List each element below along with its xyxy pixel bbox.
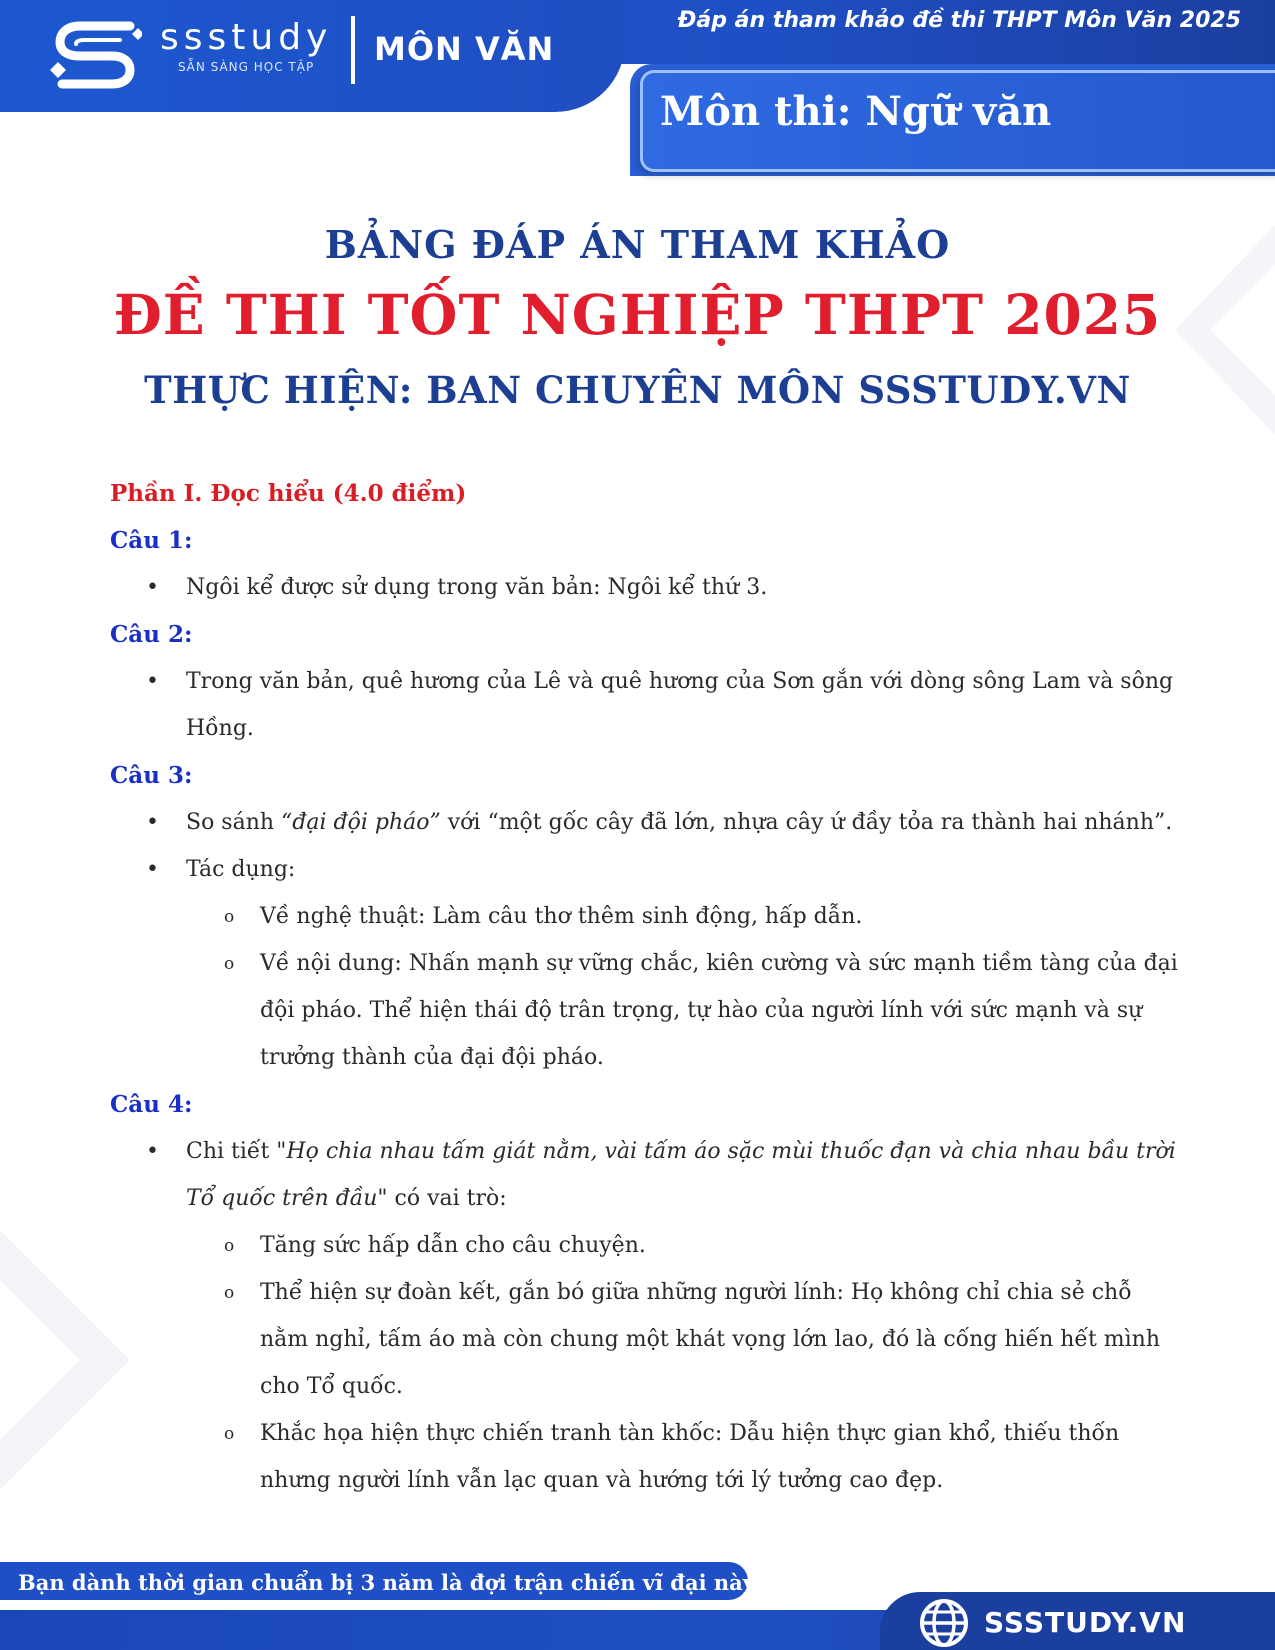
list-item: • Tác dụng: — [110, 846, 1180, 893]
exam-subject-label: Môn thi: Ngữ văn — [660, 88, 1052, 135]
footer-slogan: Bạn dành thời gian chuẩn bị 3 năm là đợi trận chiến vĩ đại này ! — [18, 1570, 772, 1595]
header-divider — [351, 16, 355, 84]
title-line-3: THỰC HIỆN: BAN CHUYÊN MÔN SSSTUDY.VN — [144, 368, 1131, 412]
section-heading: Phần I. Đọc hiểu (4.0 điểm) — [110, 480, 467, 507]
question-4-answers — [110, 1128, 1180, 1504]
subject-label: MÔN VĂN — [374, 30, 555, 68]
globe-icon — [918, 1597, 970, 1649]
answer-content — [110, 470, 1180, 1504]
list-item: • Ngôi kể được sử dụng trong văn bản: Ngôi kể thứ 3. — [110, 564, 1180, 611]
question-2-answers — [110, 658, 1180, 752]
question-3-answers — [110, 799, 1180, 1081]
question-4-label: Câu 4: — [110, 1091, 193, 1118]
question-2-label: Câu 2: — [110, 621, 193, 648]
list-item: o Về nghệ thuật: Làm câu thơ thêm sinh động, hấp dẫn. — [110, 893, 1180, 940]
list-item: o Thể hiện sự đoàn kết, gắn bó giữa những người lính: Họ không chỉ chia sẻ chỗ nằm nghỉ, tấm áo mà còn chung một khát vọng lớn lao, đó là cống hiến hết mình cho Tổ quốc. — [110, 1269, 1180, 1410]
brand-name: ssstudy — [160, 17, 333, 58]
ssstudy-logo-icon — [50, 16, 142, 90]
list-item: • Chi tiết "Họ chia nhau tấm giát nằm, vài tấm áo sặc mùi thuốc đạn và chia nhau bầu trời Tổ quốc trên đầu" có vai trò: — [110, 1128, 1180, 1222]
document-header-title: Đáp án tham khảo đề thi THPT Môn Văn 2025 — [677, 8, 1241, 33]
list-item: • So sánh “đại đội pháo” với “một gốc cây đã lớn, nhựa cây ứ đầy tỏa ra thành hai nhánh”. — [110, 799, 1180, 846]
title-line-2: ĐỀ THI TỐT NGHIỆP THPT 2025 — [113, 282, 1162, 347]
title-line-1: BẢNG ĐÁP ÁN THAM KHẢO — [324, 222, 951, 267]
list-item: o Về nội dung: Nhấn mạnh sự vững chắc, kiên cường và sức mạnh tiềm tàng của đại đội pháo. Thể hiện thái độ trân trọng, tự hào của người lính với sức mạnh và sự trưởng thành của đại đội pháo. — [110, 940, 1180, 1081]
list-item: • Trong văn bản, quê hương của Lê và quê hương của Sơn gắn với dòng sông Lam và sông Hồng. — [110, 658, 1180, 752]
brand-tagline: SẴN SÀNG HỌC TẬP — [178, 60, 315, 74]
list-item: o Tăng sức hấp dẫn cho câu chuyện. — [110, 1222, 1180, 1269]
question-3-label: Câu 3: — [110, 762, 193, 789]
footer-website: SSSTUDY.VN — [984, 1606, 1187, 1639]
list-item: o Khắc họa hiện thực chiến tranh tàn khốc: Dẫu hiện thực gian khổ, thiếu thốn nhưng người lính vẫn lạc quan và hướng tới lý tưởng cao đẹp. — [110, 1410, 1180, 1504]
question-1-label: Câu 1: — [110, 527, 193, 554]
question-1-answers — [110, 564, 1180, 611]
